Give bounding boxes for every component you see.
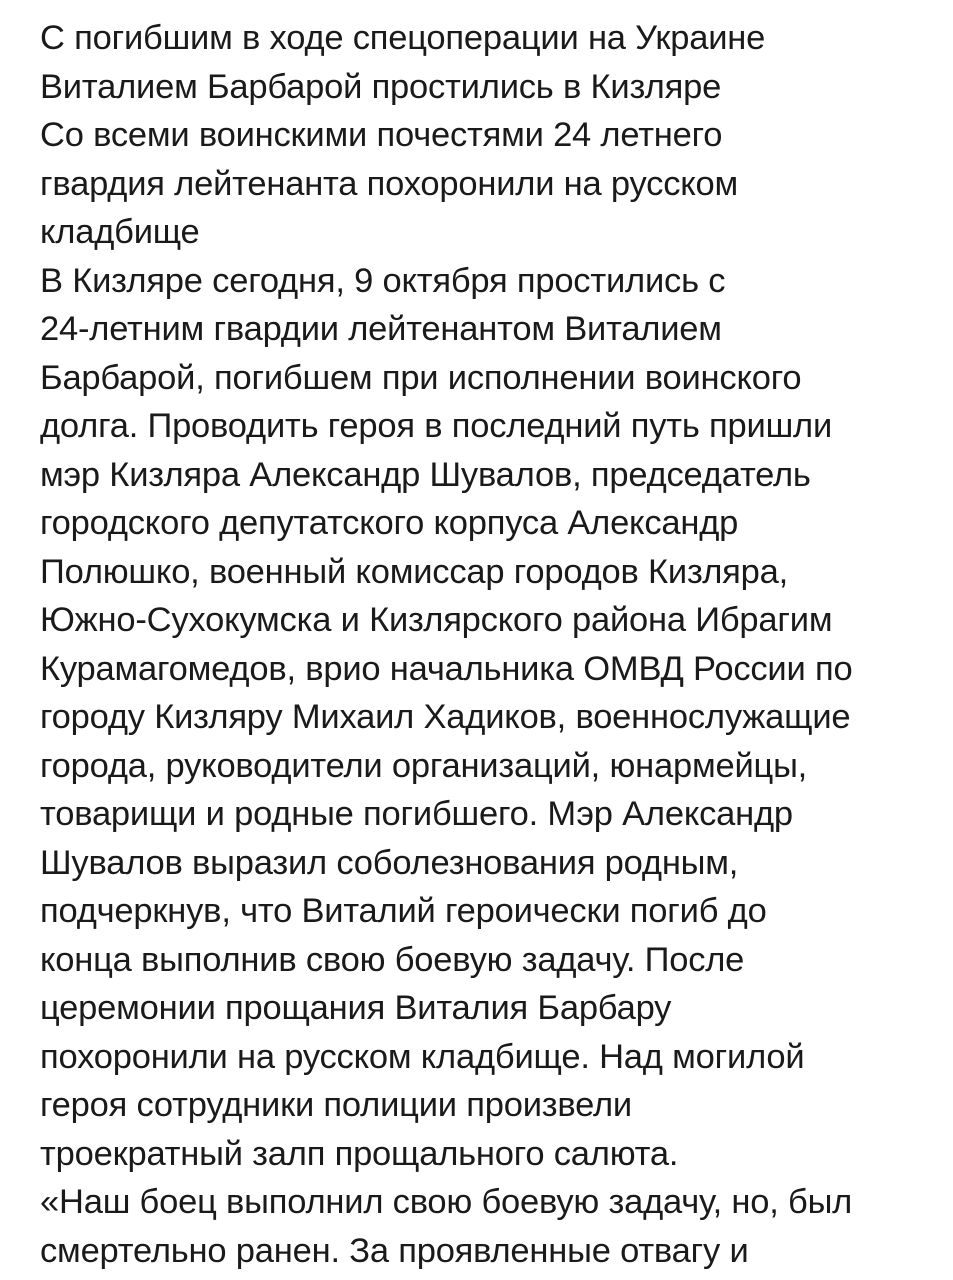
text-line: городу Кизляру Михаил Хадиков, военнослужащие — [40, 698, 851, 736]
text-line: мэр Кизляра Александр Шувалов, председатель — [40, 455, 811, 494]
text-line: Шувалов выразил соболезнования родным, — [40, 843, 739, 882]
text-line: кладбище — [40, 213, 200, 251]
text-line: 24-летним гвардии лейтенантом Виталием — [40, 310, 722, 348]
text-line: смертельно ранен. За проявленные отвагу и — [40, 1231, 749, 1270]
post-text — [40, 14, 940, 1275]
text-line: Виталием Барбарой простились в Кизляре — [40, 67, 722, 106]
text-line: долга. Проводить героя в последний путь пришли — [40, 407, 833, 445]
text-line: гвардия лейтенанта похоронили на русском — [40, 164, 739, 203]
text-line: Южно-Сухокумска и Кизлярского района Ибрагим — [40, 601, 833, 639]
text-line: городского депутатского корпуса Александр — [40, 504, 739, 542]
text-line: троекратный залп прощального салюта. — [40, 1134, 679, 1173]
text-line: «Наш боец выполнил свою боевую задачу, но, был — [40, 1183, 853, 1221]
text-line: конца выполнив свою боевую задачу. После — [40, 940, 745, 979]
text-line: города, руководители организаций, юнармейцы, — [40, 746, 808, 785]
text-line: Полюшко, военный комиссар городов Кизляра, — [40, 552, 788, 591]
text-line: Курамагомедов, врио начальника ОМВД России по — [40, 649, 853, 688]
text-line: Барбарой, погибшем при исполнении воинского — [40, 358, 802, 397]
text-line: церемонии прощания Виталия Барбару — [40, 989, 672, 1027]
text-line: В Кизляре сегодня, 9 октября простились с — [40, 261, 726, 300]
text-line: Со всеми воинскими почестями 24 летнего — [40, 116, 723, 154]
text-line: героя сотрудники полиции произвели — [40, 1086, 632, 1124]
text-line: похоронили на русском кладбище. Над могилой — [40, 1037, 805, 1076]
text-line: подчеркнув, что Виталий героически погиб до — [40, 892, 767, 930]
text-line: товарищи и родные погибшего. Мэр Александр — [40, 795, 793, 833]
text-line: С погибшим в ходе спецоперации на Украине — [40, 19, 766, 57]
